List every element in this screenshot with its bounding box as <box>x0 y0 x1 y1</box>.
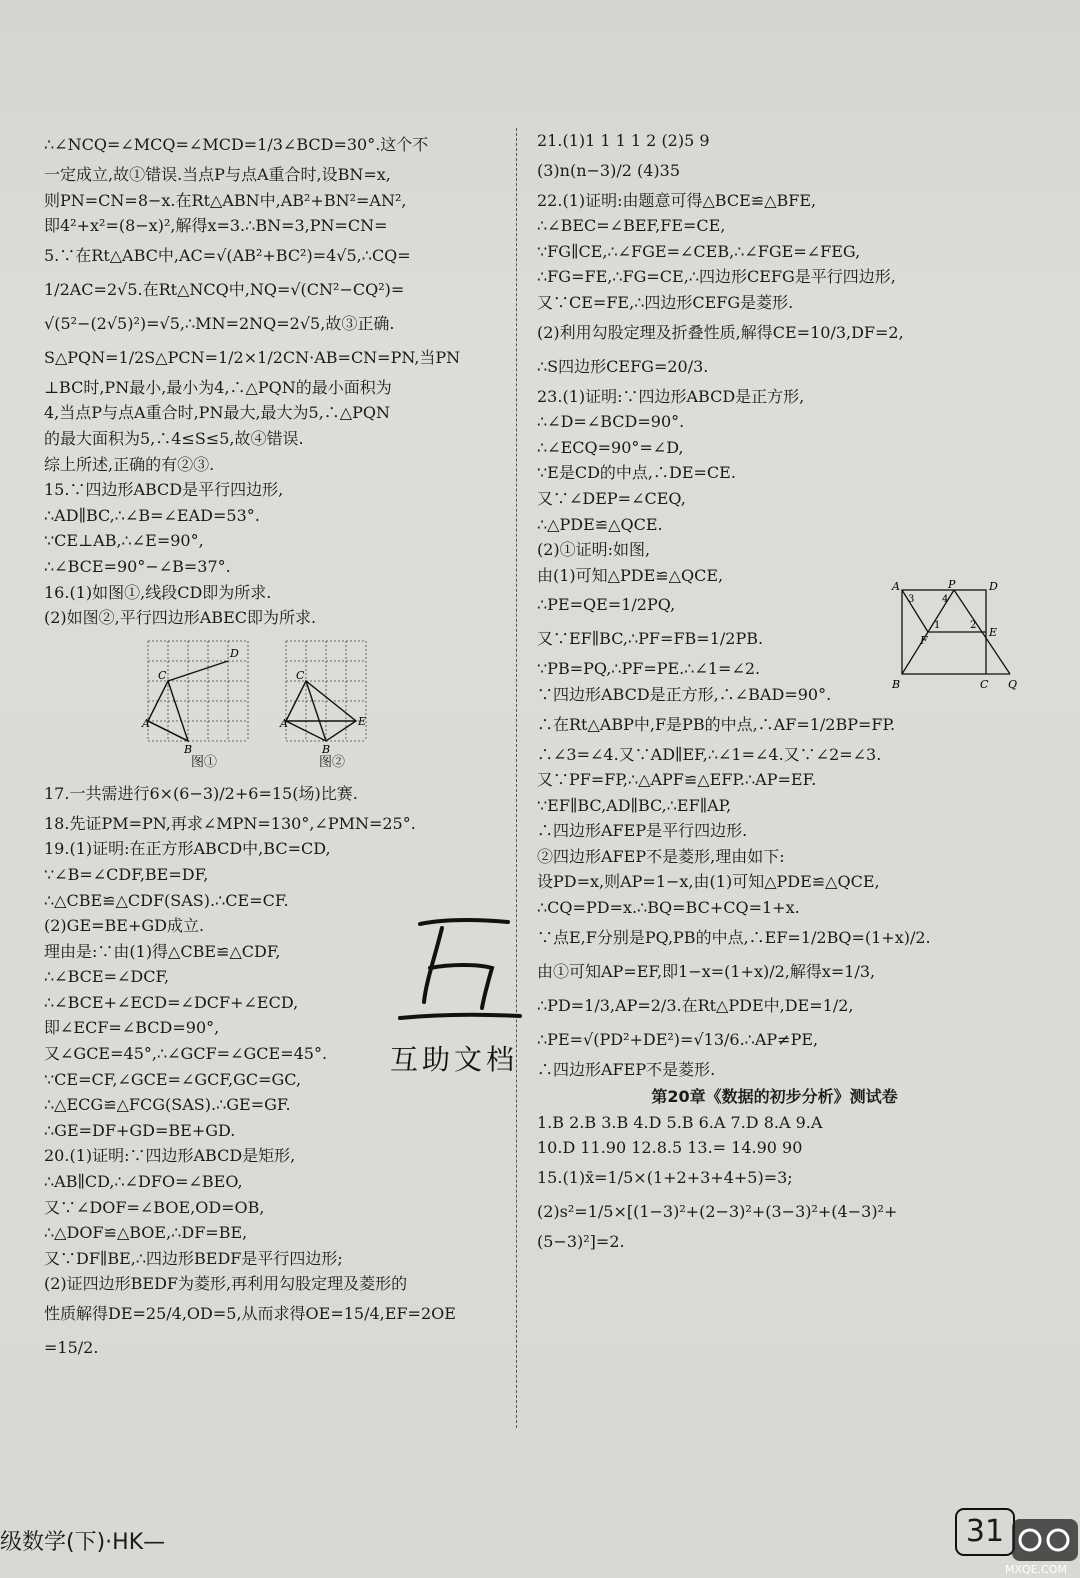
right-column-line: 又∵EF∥BC,∴PF=FB=1/2PB. <box>537 629 764 649</box>
left-column-2-line: ∴△DOF≌△BOE,∴DF=BE, <box>44 1223 248 1243</box>
right-column-line: (2)利用勾股定理及折叠性质,解得CE=10/3,DF=2, <box>537 322 904 342</box>
fig1-label-b: B <box>184 742 193 756</box>
left-column-2-line: ∴△CBE≌△CDF(SAS).∴CE=CF. <box>44 890 289 910</box>
left-column-line: 一定成立,故①错误.当点P与点A重合时,设BN=x, <box>44 165 391 184</box>
left-column-line: 15.∵四边形ABCD是平行四边形, <box>44 480 284 500</box>
left-column-2-line: =15/2. <box>44 1338 99 1357</box>
grid-figures <box>144 637 496 771</box>
right-column-line: (3)n(n−3)/2 (4)35 <box>537 160 681 180</box>
left-column-2-line: 18.先证PM=PN,再求∠MPN=130°,∠PMN=25°. <box>44 813 416 833</box>
left-column-2-line: ∵∠B=∠CDF,BE=DF, <box>44 864 209 884</box>
left-column-line: 1/2AC=2√5.在Rt△NCQ中,NQ=√(CN²−CQ²)= <box>44 279 405 299</box>
figure-1 <box>144 637 252 771</box>
fig2-label-c: C <box>296 668 305 682</box>
answers-line: 1.B 2.B 3.B 4.D 5.B 6.A 7.D 8.A 9.A <box>537 1112 823 1132</box>
right-column-line: ∴S四边形CEFG=20/3. <box>537 356 709 376</box>
right-column-line: ∴∠BEC=∠BEF,FE=CE, <box>537 216 726 236</box>
left-column-2-line: ∴∠BCE+∠ECD=∠DCF+∠ECD, <box>44 992 299 1012</box>
figure-2 <box>282 637 390 771</box>
left-column-line: 则PN=CN=8−x.在Rt△ABN中,AB²+BN²=AN², <box>44 190 407 210</box>
label-p: P <box>948 578 956 591</box>
left-column-2-line: 又∠GCE=45°,∴∠GCF=∠GCE=45°. <box>44 1044 328 1064</box>
fig1-label-c: C <box>158 668 167 682</box>
left-column-line: ∴AD∥BC,∴∠B=∠EAD=53°. <box>44 505 260 525</box>
right-column-line: 由(1)可知△PDE≌△QCE, <box>537 565 724 585</box>
fig2-label-a: A <box>280 716 288 730</box>
right-column-line: ②四边形AFEP不是菱形,理由如下: <box>537 846 785 866</box>
center-watermark <box>390 910 530 1076</box>
right-column-line: ∴PD=1/3,AP=2/3.在Rt△PDE中,DE=1/2, <box>537 995 854 1015</box>
corner-logo-watermark <box>1005 1515 1080 1578</box>
page-number: 31 <box>955 1508 1015 1556</box>
fig1-label-a: A <box>142 716 150 730</box>
footer-subject: 级数学(下)·HK— <box>0 1530 166 1555</box>
answers-line: 15.(1)x̄=1/5×(1+2+3+4+5)=3; <box>537 1168 793 1188</box>
chapter-title: 第20章《数据的初步分析》测试卷 <box>651 1087 898 1107</box>
left-column-2-line: 又∵∠DOF=∠BOE,OD=OB, <box>44 1197 265 1217</box>
left-column-2-line: 性质解得DE=25/4,OD=5,从而求得OE=15/4,EF=2OE <box>44 1304 456 1323</box>
label-e: E <box>989 626 998 639</box>
fig2-label-b: B <box>322 742 331 756</box>
fig1-label-d: D <box>230 646 239 660</box>
right-column-line: ∴∠ECQ=90°=∠D, <box>537 437 684 457</box>
left-column-line: ⊥BC时,PN最小,最小为4,∴△PQN的最小面积为 <box>44 377 392 397</box>
right-column-line: ∵PB=PQ,∴PF=PE.∴∠1=∠2. <box>537 659 761 679</box>
left-column-2-line: ∴∠BCE=∠DCF, <box>44 967 170 987</box>
left-column-2-line: (2)证四边形BEDF为菱形,再利用勾股定理及菱形的 <box>44 1274 408 1294</box>
left-column-line: 的最大面积为5,∴4≤S≤5,故④错误. <box>44 428 304 448</box>
left-column-2-line: 19.(1)证明:在正方形ABCD中,BC=CD, <box>44 839 331 859</box>
left-column-line: 4,当点P与点A重合时,PN最大,最大为5,∴△PQN <box>44 403 390 423</box>
column-divider <box>516 128 517 1428</box>
right-column-line: 又∵PF=FP,∴△APF≌△EFP.∴AP=EF. <box>537 770 817 790</box>
right-column-line: ∵四边形ABCD是正方形,∴∠BAD=90°. <box>537 684 832 704</box>
right-column-line: ∵点E,F分别是PQ,PB的中点,∴EF=1/2BQ=(1+x)/2. <box>537 927 931 947</box>
answers-line: (2)s²=1/5×[(1−3)²+(2−3)²+(3−3)²+(4−3)²+ <box>537 1202 898 1222</box>
left-column-line: 16.(1)如图①,线段CD即为所求. <box>44 582 272 602</box>
label-b: B <box>892 678 901 691</box>
handwritten-watermark-glyph <box>390 910 530 1030</box>
right-column-line: 21.(1)1 1 1 1 2 (2)5 9 <box>537 131 710 150</box>
label-a: A <box>892 580 900 593</box>
fig2-label-e: E <box>358 714 367 728</box>
left-column-2-line: 17.一共需进行6×(6−3)/2+6=15(场)比赛. <box>44 783 358 803</box>
left-column-line: √(5²−(2√5)²)=√5,∴MN=2NQ=2√5,故③正确. <box>44 313 395 333</box>
square-figure <box>892 580 1022 700</box>
angle-4: 4 <box>942 594 949 605</box>
left-column-2-line: ∴GE=DF+GD=BE+GD. <box>44 1120 236 1140</box>
left-column-2-line: 又∵DF∥BE,∴四边形BEDF是平行四边形; <box>44 1248 343 1268</box>
left-column <box>44 128 496 1365</box>
left-column-line: (2)如图②,平行四边形ABEC即为所求. <box>44 608 317 628</box>
left-column-2-line: (2)GE=BE+GD成立. <box>44 916 205 936</box>
right-column-line: ∴△PDE≌△QCE. <box>537 514 663 534</box>
left-column-line: ∴∠NCQ=∠MCQ=∠MCD=1/3∠BCD=30°.这个不 <box>44 135 429 154</box>
right-column-line: 又∵∠DEP=∠CEQ, <box>537 488 686 508</box>
label-d: D <box>989 580 998 593</box>
left-column-line: ∴∠BCE=90°−∠B=37°. <box>44 556 231 576</box>
right-column-line: 22.(1)证明:由题意可得△BCE≌△BFE, <box>537 190 817 210</box>
right-column-line: ∴CQ=PD=x.∴BQ=BC+CQ=1+x. <box>537 898 800 918</box>
left-column-line: 5.∵在Rt△ABC中,AC=√(AB²+BC²)=4√5,∴CQ= <box>44 245 411 265</box>
right-column-line: ∴四边形AFEP不是菱形. <box>537 1059 716 1079</box>
right-column <box>537 128 1018 1255</box>
right-column-line: ∴PE=QE=1/2PQ, <box>537 595 676 615</box>
answers-line: (5−3)²]=2. <box>537 1232 625 1252</box>
label-c: C <box>980 678 989 691</box>
figure-1-caption: 图① <box>190 754 217 770</box>
right-column-line: ∴FG=FE,∴FG=CE,∴四边形CEFG是平行四边形, <box>537 267 896 287</box>
corner-watermark-url: MXQE.COM <box>1005 1563 1067 1576</box>
right-column-line: 23.(1)证明:∵四边形ABCD是正方形, <box>537 386 805 406</box>
left-column-2-line: 理由是:∵由(1)得△CBE≌△CDF, <box>44 941 281 961</box>
right-column-line: (2)①证明:如图, <box>537 540 651 560</box>
label-f: F <box>920 634 928 647</box>
right-column-line: ∴在Rt△ABP中,F是PB的中点,∴AF=1/2BP=FP. <box>537 714 896 734</box>
right-column-line: ∵E是CD的中点,∴DE=CE. <box>537 463 736 483</box>
left-column-line: 即4²+x²=(8−x)²,解得x=3.∴BN=3,PN=CN= <box>44 216 388 236</box>
right-column-line: ∵EF∥BC,AD∥BC,∴EF∥AP, <box>537 795 732 815</box>
watermark-text: 互助文档 <box>390 1043 519 1076</box>
right-column-line: ∵FG∥CE,∴∠FGE=∠CEB,∴∠FGE=∠FEG, <box>537 241 861 261</box>
label-q: Q <box>1008 678 1018 691</box>
left-column-2-line: 20.(1)证明:∵四边形ABCD是矩形, <box>44 1146 296 1166</box>
figure-2-caption: 图② <box>318 754 345 770</box>
right-column-line: ∴四边形AFEP是平行四边形. <box>537 821 748 841</box>
left-column-line: 综上所述,正确的有②③. <box>44 454 215 474</box>
right-column-line: 由①可知AP=EF,即1−x=(1+x)/2,解得x=1/3, <box>537 961 876 981</box>
left-column-2-line: ∴AB∥CD,∴∠DFO=∠BEO, <box>44 1172 243 1192</box>
right-column-line: 又∵CE=FE,∴四边形CEFG是菱形. <box>537 292 794 312</box>
right-column-line: 设PD=x,则AP=1−x,由(1)可知△PDE≌△QCE, <box>537 872 880 892</box>
angle-3: 3 <box>908 594 915 605</box>
angle-1: 1 <box>934 620 941 631</box>
answers-line: 10.D 11.90 12.8.5 13.= 14.90 90 <box>537 1138 803 1158</box>
left-column-line: S△PQN=1/2S△PCN=1/2×1/2CN·AB=CN=PN,当PN <box>44 347 461 367</box>
angle-2: 2 <box>970 620 977 631</box>
right-column-line: ∴∠3=∠4.又∵AD∥EF,∴∠1=∠4.又∵∠2=∠3. <box>537 744 882 764</box>
left-column-line: ∵CE⊥AB,∴∠E=90°, <box>44 531 204 551</box>
right-column-line: ∴∠D=∠BCD=90°. <box>537 412 685 432</box>
left-column-2-line: ∵CE=CF,∠GCE=∠GCF,GC=GC, <box>44 1069 302 1089</box>
left-column-2-line: ∴△ECG≌△FCG(SAS).∴GE=GF. <box>44 1095 291 1115</box>
left-column-2-line: 即∠ECF=∠BCD=90°, <box>44 1018 220 1038</box>
right-column-line: ∴PE=√(PD²+DE²)=√13/6.∴AP≠PE, <box>537 1029 819 1049</box>
